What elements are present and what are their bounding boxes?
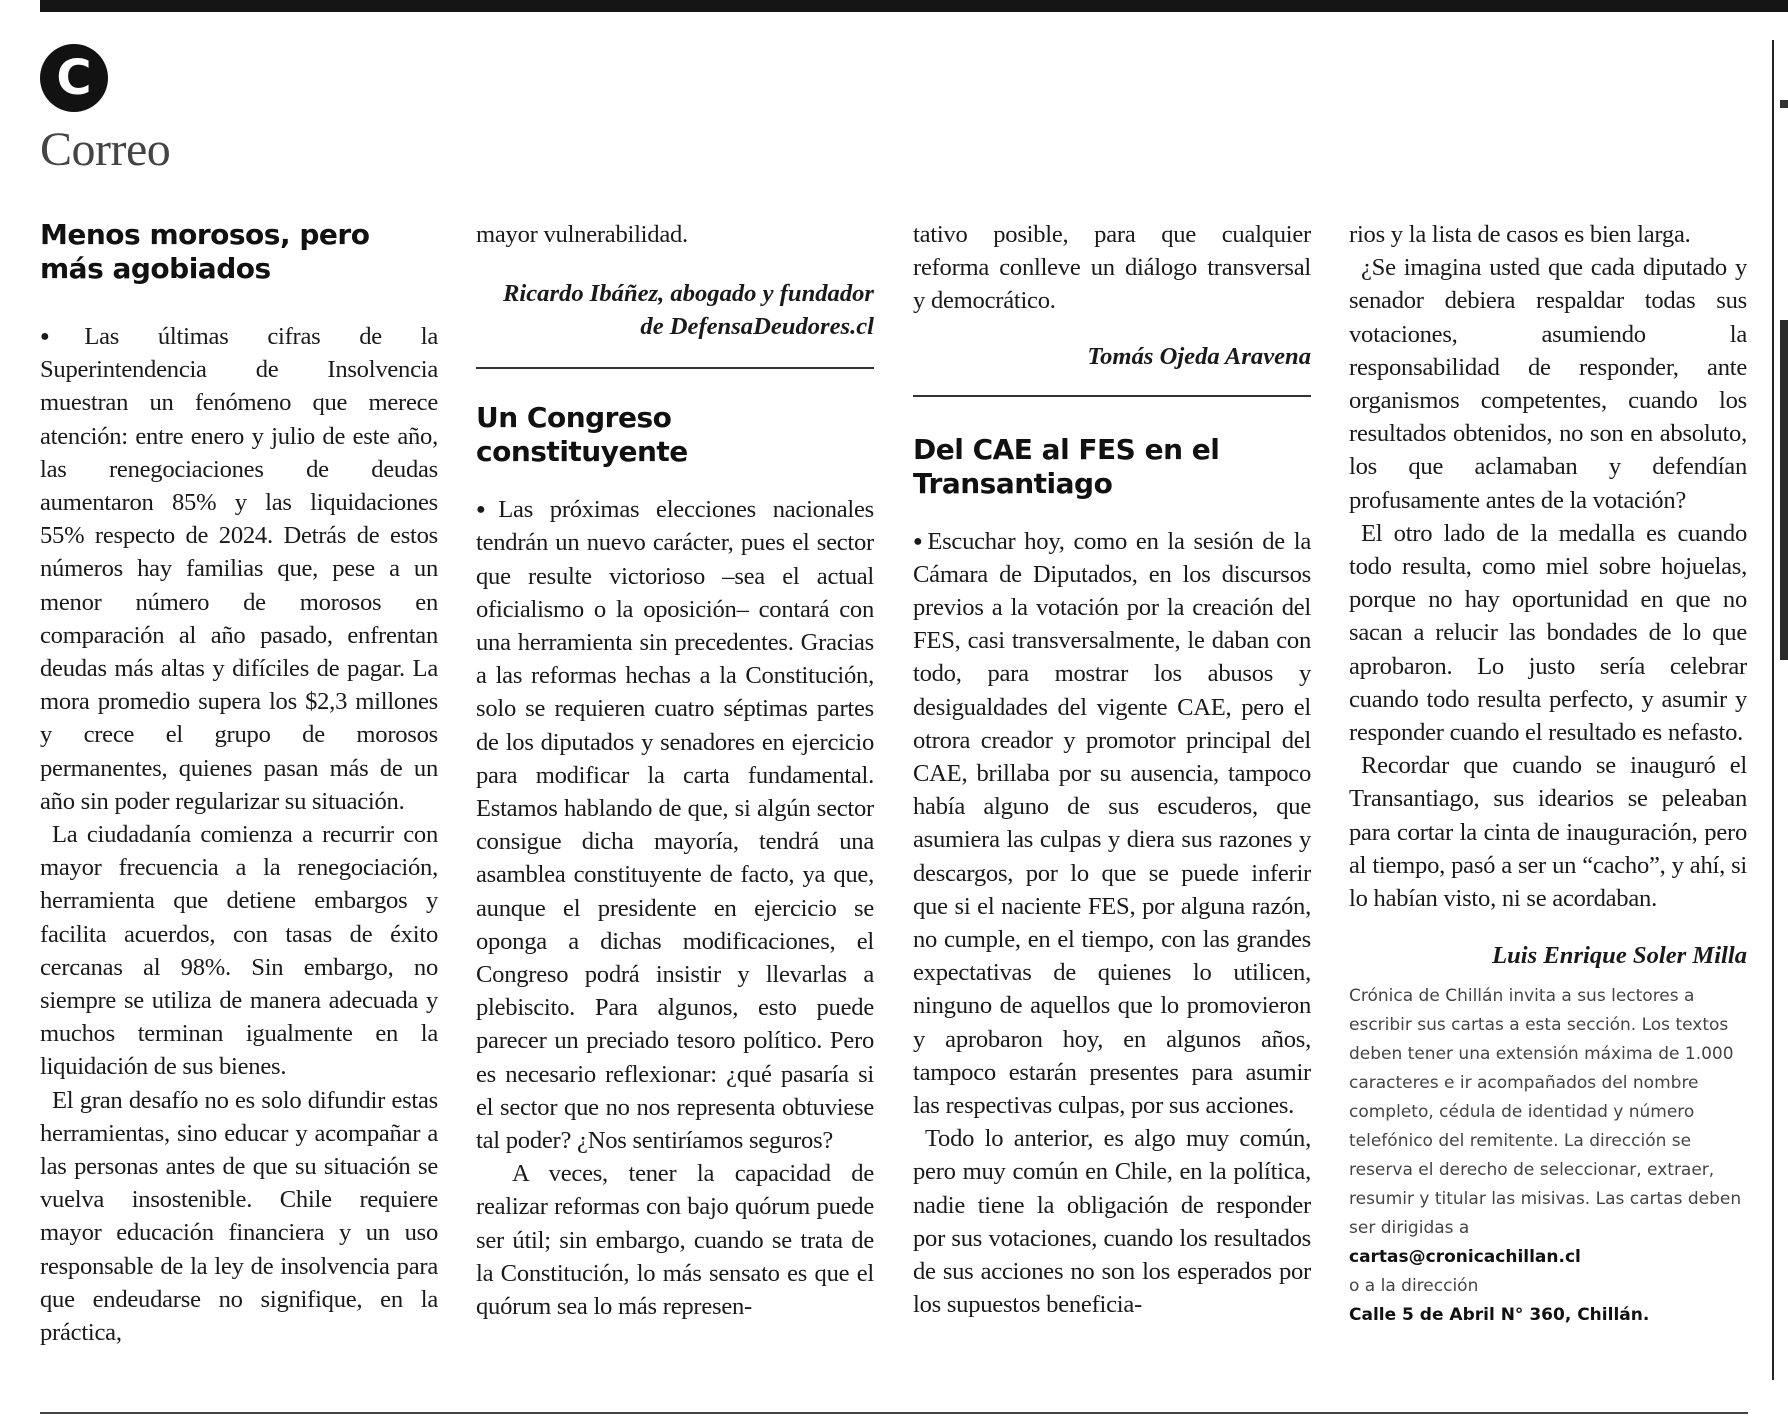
- top-rule: [40, 0, 1788, 12]
- letter-1-paragraph: El gran desafío no es solo difundir estas herramientas, sino educar y acompañar a las personas antes de que su situación se vuelva insostenible. Chile requiere mayor educación financiera y un uso responsable de la ley de insolvencia para que endeudarse no signifique, en la práctica,: [40, 1086, 438, 1347]
- letter-3-headline: Del CAE al FES en el Transantiago: [913, 432, 1220, 500]
- letter-3-continuation: El otro lado de la medalla es cuando todo resulta, como miel sobre hojuelas, porque no hay oportunidad en que no sacan a relucir las bondades de lo que aprobaron. Lo justo sería celebrar cuando todo resulta perfecto, y asumir y responder cuando el resultado es nefasto.: [1349, 519, 1747, 747]
- letter-1-headline: Menos morosos, pero más agobiados: [40, 218, 370, 285]
- letter-3-continuation: Recordar que cuando se inauguró el Transantiago, sus idearios se peleaban para cortar la cinta de inauguración, pero al tiempo, pasó a ser un “cacho”, y ahí, si lo habían visto, ni se acordaban.: [1349, 752, 1747, 913]
- section-logo: C: [40, 44, 108, 112]
- column-3: [913, 218, 1311, 1321]
- column-2: [476, 218, 874, 1323]
- letter-2-paragraph: ● Las próximas elecciones nacionales tendrán un nuevo carácter, pues el sector que resulte victorioso –sea el actual oficialismo o la oposición– contará con una herramienta sin precedentes. Gracias a las reformas hechas a la Constitución, solo se requieren cuatro séptimas partes de los diputados y senadores en ejercicio para modificar la carta fundamental. Estamos hablando de que, si algún sector consigue dicha mayoría, tendrá una asamblea constituyente de facto, ya que, aunque el presidente en ejercicio se oponga a dichas modificaciones, el Congreso podrá insistir y llevarlas a plebiscito. Para algunos, esto puede parecer un preciado tesoro político. Pero es necesario reflexionar: ¿qué pasaría si el sector que no nos representa obtuviese tal poder? ¿Nos sentiríamos seguros?: [476, 493, 874, 1157]
- letter-1-paragraph: La ciudadanía comienza a recurrir con mayor frecuencia a la renegociación, herramienta que detiene embargos y facilita acuerdos, con tasas de éxito cercanas al 98%. Sin embargo, no siempre se utiliza de manera adecuada y muchos terminan igualmente en la liquidación de sus bienes.: [40, 821, 438, 1081]
- letter-3-paragraph: ● Escuchar hoy, como en la sesión de la Cámara de Diputados, en los discursos previos a la votación por la creación del FES, casi transversalmente, le daban con todo, para mostrar los abusos y desigualdades del vigente CAE, pero el otrora creador y promotor principal del CAE, brillaba por su ausencia, tampoco había alguno de sus escuderos, que asumiera las culpas y diera sus razones y descargos, por lo que se puede inferir que si el naciente FES, por alguna razón, no cumple, en el tiempo, con las grandes expectativas de quienes lo utilicen, ninguno de aquellos que lo promovieron y aprobaron hoy, en algunos años, tampoco estarán presentes para asumir las respectivas culpas, por sus acciones.: [913, 525, 1311, 1123]
- column-divider: [1772, 40, 1774, 1380]
- submission-address: Calle 5 de Abril N° 360, Chillán.: [1349, 1305, 1650, 1326]
- letter-2-paragraph: A veces, tener la capacidad de realizar reformas con bajo quórum puede ser útil; sin embargo, cuando se trata de la Constitución, lo más sensato es que el quórum sea lo más represen-: [476, 1160, 874, 1321]
- letter-2-continuation: tativo posible, para que cualquier reforma conlleve un diálogo transversal y democrático.: [913, 221, 1311, 315]
- column-1: [40, 218, 438, 1349]
- letter-3-continuation: ¿Se imagina usted que cada diputado y senador debiera respaldar todas sus votaciones, asumiendo la responsabilidad de responder, ante organismos competentes, cuando los resultados obtenidos, no son en absoluto, los que aclamaban y defendían profusamente antes de la votación?: [1349, 254, 1747, 514]
- letter-3-continuation: rios y la lista de casos es bien larga.: [1349, 221, 1691, 248]
- letter-2-headline: Un Congreso constituyente: [476, 401, 688, 469]
- column-4: [1349, 218, 1747, 1330]
- submission-note-text: Crónica de Chillán invita a sus lectores a escribir sus cartas a esta sección. Los textos deben tener una extensión máxima de 1.000 caracteres e ir acompañados del nombre completo, cédula de identidad y número telefónico del remitente. La dirección se reserva el derecho de seleccionar, extraer, resumir y titular las misivas. Las cartas deben ser dirigidas a: [1349, 986, 1742, 1239]
- letter-1-continuation: mayor vulnerabilidad.: [476, 221, 688, 248]
- bottom-rule: [40, 1412, 1748, 1414]
- letter-3-signature: Luis Enrique Soler Milla: [1492, 942, 1747, 970]
- letter-1-signature: Ricardo Ibáñez, abogado y fundador de DefensaDeudores.cl: [503, 280, 874, 341]
- submission-or-text: o a la dirección: [1349, 1276, 1479, 1297]
- letter-2-signature: Tomás Ojeda Aravena: [1087, 342, 1311, 370]
- section-title: Correo: [40, 123, 171, 176]
- letter-3-paragraph: Todo lo anterior, es algo muy común, pero muy común en Chile, en la política, nadie tiene la obligación de responder por sus votaciones, cuando los resultados de sus acciones no son los esperados por los supuestos beneficia-: [913, 1125, 1311, 1319]
- submission-email[interactable]: cartas@cronicachillan.cl: [1349, 1247, 1581, 1268]
- submission-note: [1349, 982, 1747, 1330]
- adjacent-page-edge: [1780, 60, 1788, 1360]
- letter-1-paragraph: ● Las últimas cifras de la Superintendencia de Insolvencia muestran un fenómeno que merece atención: entre enero y julio de este año, las renegociaciones de deudas aumentaron 85% y las liquidaciones 55% respecto de 2024. Detrás de estos números hay familias que, pese a un menor número de morosos en comparación al año pasado, enfrentan deudas más altas y difíciles de pagar. La mora promedio supera los $2,3 millones y crece el grupo de morosos permanentes, quienes pasan más de un año sin poder regularizar su situación.: [40, 320, 438, 818]
